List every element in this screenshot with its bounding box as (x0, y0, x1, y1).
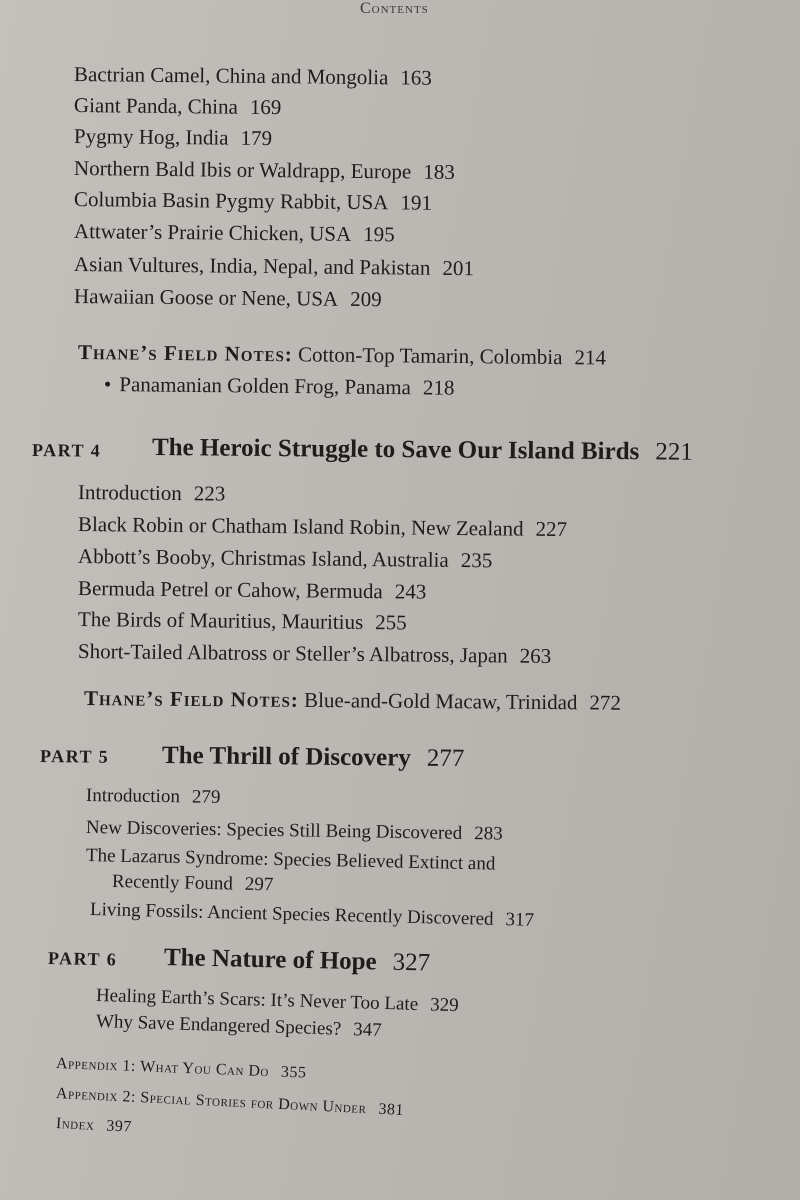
part-title: The Thrill of Discovery (161, 742, 411, 772)
toc-entry (96, 986, 459, 1015)
toc-entry-page: 355 (280, 1063, 307, 1082)
toc-entry (96, 1012, 382, 1040)
toc-entry-page: 347 (352, 1019, 383, 1041)
toc-entry-title: Northern Bald Ibis or Waldrapp, Europe (73, 156, 412, 184)
toc-entry-page: 169 (249, 94, 282, 120)
toc-entry-title: Black Robin or Chatham Island Robin, New Zealand (77, 512, 524, 541)
toc-entry (78, 514, 567, 540)
toc-entry (74, 95, 282, 118)
toc-entry-page: 227 (535, 516, 568, 542)
toc-entry-page: 183 (423, 159, 455, 184)
toc-entry-title: Introduction (77, 480, 182, 506)
toc-entry-title: Recently Found (111, 871, 234, 895)
part-heading (162, 742, 465, 773)
field-notes-label: Thane’s Field Notes: (83, 686, 299, 712)
field-notes-title: Panamanian Golden Frog, Panama (119, 372, 412, 400)
part-page: 327 (392, 948, 431, 977)
toc-entry-page: 209 (350, 286, 382, 312)
toc-entry (56, 1116, 133, 1136)
toc-entry-title: Appendix 2: Special Stories for Down Under (55, 1085, 367, 1118)
toc-entry-title: Bactrian Camel, China and Mongolia (73, 62, 389, 90)
toc-entry-page: 329 (429, 994, 459, 1017)
toc-entry (112, 872, 274, 894)
toc-entry-page: 283 (474, 823, 503, 845)
toc-entry-title: The Lazarus Syndrome: Species Believed Extinct and (85, 845, 496, 875)
toc-entry-page: 255 (375, 610, 407, 635)
toc-entry-page: 223 (193, 481, 226, 506)
toc-entry-page: 195 (363, 222, 395, 247)
toc-entry (74, 254, 474, 279)
toc-entry-title: Short-Tailed Albatross or Steller’s Albatross, Japan (77, 639, 508, 668)
toc-entry (74, 189, 432, 214)
field-notes-entry (84, 688, 621, 714)
toc-entry-title: New Discoveries: Species Still Being Discovered (85, 817, 463, 844)
toc-entry-page: 381 (378, 1100, 405, 1120)
toc-entry (86, 846, 496, 874)
toc-entry-page: 243 (394, 579, 427, 604)
toc-entry-title: Pygmy Hog, India (73, 124, 229, 150)
toc-entry-page: 235 (460, 548, 493, 573)
toc-entry-page: 163 (400, 65, 432, 90)
part-title: The Nature of Hope (163, 944, 377, 976)
toc-entry-title: Index (55, 1115, 95, 1134)
toc-entry-title: Asian Vultures, India, Nepal, and Pakistan (73, 252, 431, 280)
toc-entry (74, 158, 455, 183)
bullet-icon: • (103, 372, 112, 397)
toc-entry-page: 317 (505, 909, 535, 931)
toc-entry (78, 578, 427, 603)
toc-entry-title: Living Fossils: Ancient Species Recently Discovered (89, 899, 494, 930)
toc-entry (90, 900, 535, 930)
toc-entry-page: 279 (191, 786, 221, 808)
toc-entry-title: Giant Panda, China (73, 93, 239, 119)
toc-entry (56, 1056, 307, 1082)
toc-entry-title: Hawaiian Goose or Nene, USA (73, 284, 339, 311)
toc-entry (74, 221, 395, 245)
field-notes-label: Thane’s Field Notes: (77, 340, 293, 367)
part-heading (152, 434, 693, 467)
toc-entry (78, 482, 226, 505)
toc-entry-title: The Birds of Mauritius, Mauritius (77, 607, 364, 634)
toc-entry-page: 263 (519, 643, 552, 668)
toc-entry-title: Abbott’s Booby, Christmas Island, Australia (77, 544, 449, 572)
toc-entry (86, 818, 503, 844)
field-notes-page: 218 (422, 375, 455, 400)
part-label: PART 4 (31, 440, 102, 461)
field-notes-title: Blue-and-Gold Macaw, Trinidad (304, 687, 578, 715)
field-notes-entry (104, 374, 455, 399)
toc-entry (74, 126, 272, 149)
toc-entry (78, 546, 492, 571)
toc-entry-page: 201 (442, 255, 475, 281)
toc-entry-page: 397 (105, 1117, 133, 1136)
toc-entry (56, 1086, 405, 1119)
toc-entry (78, 641, 551, 667)
toc-entry (78, 609, 407, 633)
part-heading (164, 944, 431, 978)
part-title: The Heroic Struggle to Save Our Island Birds (151, 434, 640, 466)
toc-entry-page: 297 (244, 873, 274, 896)
field-notes-page: 272 (589, 690, 622, 715)
part-label: PART 5 (39, 746, 110, 767)
field-notes-title: Cotton-Top Tamarin, Colombia (297, 342, 563, 370)
running-head: Contents (360, 0, 429, 17)
toc-entry-title: Columbia Basin Pygmy Rabbit, USA (73, 187, 389, 215)
toc-entry-title: Appendix 1: What You Can Do (55, 1055, 270, 1081)
toc-entry-title: Attwater’s Prairie Chicken, USA (73, 219, 352, 246)
toc-entry-page: 179 (240, 125, 273, 151)
toc-entry (86, 786, 221, 807)
part-label: PART 6 (47, 948, 118, 970)
toc-entry (74, 286, 382, 310)
toc-entry-title: Introduction (85, 785, 181, 808)
toc-entry-page: 191 (400, 190, 433, 215)
field-notes-page: 214 (574, 345, 607, 370)
part-page: 277 (426, 744, 465, 773)
toc-entry-title: Why Save Endangered Species? (95, 1011, 342, 1040)
toc-entry-title: Healing Earth’s Scars: It’s Never Too Late (95, 985, 419, 1015)
field-notes-entry (78, 342, 606, 369)
part-page: 221 (655, 438, 693, 466)
toc-entry-title: Bermuda Petrel or Cahow, Bermuda (77, 576, 383, 604)
toc-entry (74, 64, 432, 89)
